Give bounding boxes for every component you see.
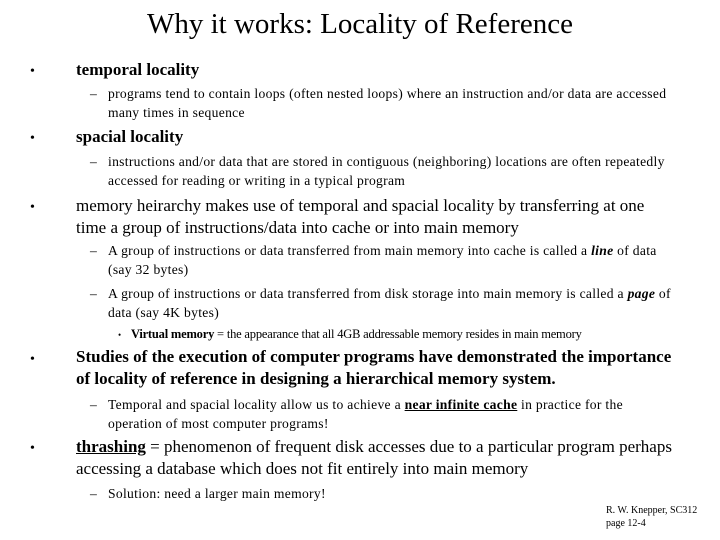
sub-temporal-locality	[90, 84, 680, 122]
sub-spacial-text: instructions and/or data that are stored in contiguous (neighboring) locations are often repeatedly accessed for reading or writing in a typical program	[108, 154, 665, 188]
sub-near-infinite-cache	[90, 395, 680, 433]
page-text-before: A group of instructions or data transferred from disk storage into main memory is called a	[108, 286, 628, 301]
cache-text-before: Temporal and spacial locality allow us to achieve a	[108, 397, 405, 412]
bullet-thrashing	[76, 436, 676, 480]
dash-marker: –	[90, 486, 98, 501]
footer-author: R. W. Knepper, SC312	[606, 505, 698, 516]
dash-marker: –	[90, 397, 98, 412]
solution-text: Solution: need a larger main memory!	[108, 486, 326, 501]
slide-title: Why it works: Locality of Reference	[147, 8, 573, 40]
small-bullet-marker: •	[118, 330, 121, 340]
dash-marker: –	[90, 286, 98, 301]
sub-solution	[90, 484, 680, 503]
bullet-memory-hierarchy: memory heirarchy makes use of temporal and spacial locality by transferring at one time a group of instructions/data into cache or into main memory	[76, 196, 645, 237]
sub-spacial-locality	[90, 152, 680, 190]
bullet-temporal-locality: temporal locality	[76, 60, 200, 79]
bullet-marker: •	[30, 441, 35, 456]
bullet-spacial-locality: spacial locality	[76, 127, 184, 146]
cache-text-after: in practice for the operation of most computer programs!	[108, 397, 623, 431]
sub-line-of-data	[90, 241, 680, 279]
line-term: line	[591, 243, 614, 258]
sub-temporal-text: programs tend to contain loops (often nested loops) where an instruction and/or data are accessed many times in sequence	[108, 86, 667, 120]
sub-virtual-memory	[118, 326, 582, 343]
bullet-marker: •	[30, 131, 35, 146]
bullet-marker: •	[30, 200, 35, 215]
line-text-before: A group of instructions or data transferred from main memory into cache is called a	[108, 243, 592, 258]
dash-marker: –	[90, 154, 98, 169]
page-text-after: of data (say 4K bytes)	[108, 286, 671, 320]
thrashing-term: thrashing	[76, 437, 146, 456]
bullet-studies: Studies of the execution of computer programs have demonstrated the importance of locality of reference in designing a hierarchical memory system.	[76, 347, 672, 388]
virtual-memory-text: = the appearance that all 4GB addressable memory resides in main memory	[214, 327, 582, 341]
dash-marker: –	[90, 86, 98, 101]
footer-page: page 12-4	[606, 518, 646, 529]
virtual-memory-term: Virtual memory	[130, 327, 215, 341]
sub-page-of-data	[90, 284, 680, 322]
bullet-marker: •	[30, 64, 35, 79]
page-term: page	[627, 286, 656, 301]
thrashing-text: = phenomenon of frequent disk accesses due to a particular program perhaps accessing a database which does not fit entirely into main memory	[76, 437, 672, 478]
cache-term: near infinite cache	[404, 397, 518, 412]
footer	[606, 504, 697, 530]
bullet-marker: •	[30, 352, 35, 367]
dash-marker: –	[90, 243, 98, 258]
line-text-after: of data (say 32 bytes)	[108, 243, 657, 277]
